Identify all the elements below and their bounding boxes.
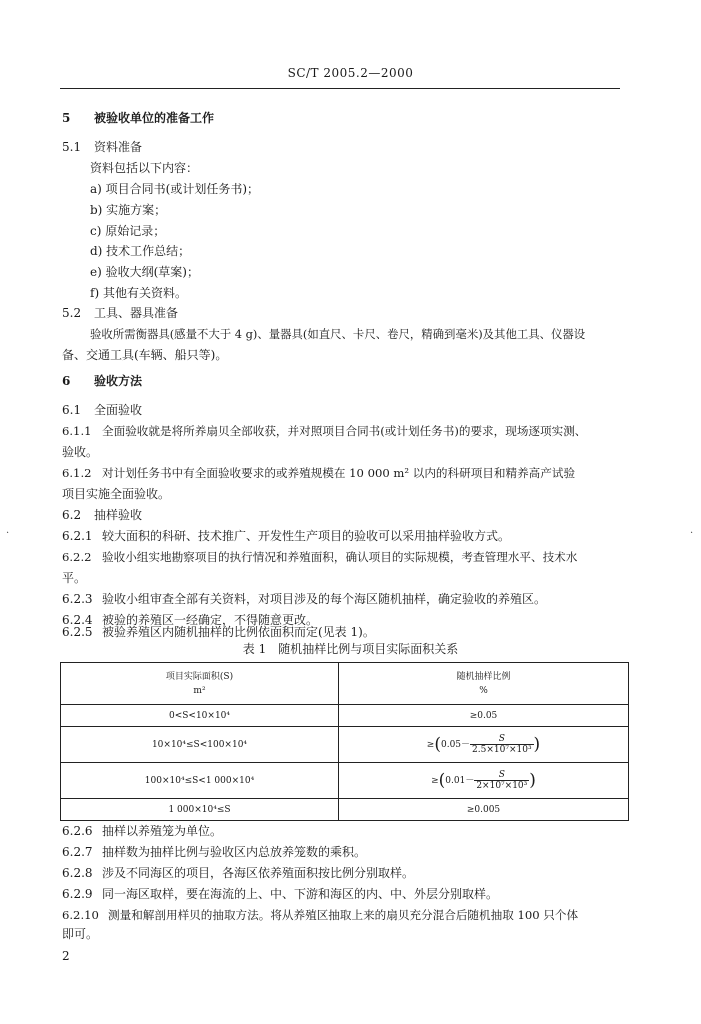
clause-text: 涉及不同海区的项目，各海区依养殖面积按比例分别取样。 [102,866,415,880]
clause-6-2-10 [62,907,578,923]
clause-text: 对计划任务书中有全面验收要求的或养殖规模在 10 000 m² 以内的科研项目和精养高产试验 [102,466,576,480]
ratio-inner: 0.01－ [445,776,475,786]
clause-text: 同一海区取样，要在海流的上、中、下游和海区的内、中、外层分别取样。 [102,887,499,901]
clause-text: 抽样数为抽样比例与验收区内总放养笼数的乘积。 [102,845,367,859]
section-5-1-heading [62,139,142,155]
area-header: 项目实际面积(S) [165,671,234,682]
section-title: 全面验收 [94,403,143,417]
open-bracket: ( [438,770,446,791]
ratio-inner: 0.05－ [440,740,471,750]
clause-number: 6.2.5 [62,625,93,639]
section-title: 资料准备 [94,140,143,154]
area-cell: 1 000×10⁴≤S [61,799,339,821]
standard-code: SC/T 2005.2—2000 [287,66,414,80]
fraction-denominator: 2×10⁷×10³ [476,781,528,791]
clause-number: 6.2.1 [62,529,93,543]
clause-text: 较大面积的科研、技术推广、开发性生产项目的验收可以采用抽样验收方式。 [102,529,511,543]
ratio-prefix: ≥ [431,776,439,786]
ratio-cell: ≥0.05 [339,705,629,727]
clause-number: 6.2.9 [62,887,93,901]
clause-text: 被验的养殖区一经确定，不得随意更改。 [102,613,319,627]
clause-number: 6.2.7 [62,845,93,859]
table-row [61,727,629,763]
area-cell: 0<S<10×10⁴ [61,705,339,727]
section-5-2-heading [62,305,178,321]
sampling-ratio-table [60,662,629,821]
clause-number: 6.2.10 [62,908,99,922]
clause-6-2-3 [62,591,546,607]
header-cell [339,663,629,705]
section-5-heading [62,110,214,126]
clause-number: 6.2.4 [62,613,93,627]
materials-intro: 资料包括以下内容： [90,161,199,175]
table-header-row [61,663,629,705]
list-item: e) 验收大纲(草案)； [90,265,199,279]
clause-text: 被验养殖区内随机抽样的比例依面积而定(见表 1)。 [102,625,375,639]
section-6-2-heading [62,507,142,523]
clause-number: 6.2.3 [62,592,93,606]
header-cell [61,663,339,705]
close-bracket: ) [533,734,541,755]
clause-number: 6.2.2 [62,550,92,564]
list-item: f) 其他有关资料。 [90,286,187,300]
section-title: 工具、器具准备 [94,306,179,320]
clause-6-2-2 [62,549,577,565]
section-number: 5.1 [62,140,82,154]
fraction-numerator: S [474,770,529,781]
clause-6-1-2 [62,465,575,481]
clause-6-2-5 [62,624,375,640]
area-cell: 100×10⁴≤S<1 000×10⁴ [61,763,339,799]
section-title: 抽样验收 [94,508,143,522]
clause-6-1-1 [62,423,586,439]
table-row [61,799,629,821]
section-6-1-heading [62,402,142,418]
page-number: 2 [62,949,70,963]
ratio-header: 随机抽样比例 [456,671,511,682]
open-bracket: ( [434,734,441,755]
ratio-cell [339,763,629,799]
clause-number: 6.2.6 [62,824,93,838]
clause-6-2-1 [62,528,510,544]
clause-6-2-9 [62,886,498,902]
fraction [470,734,534,755]
table-row [61,705,629,727]
clause-text: 抽样以养殖笼为单位。 [102,824,223,838]
list-item: a) 项目合同书(或计划任务书)； [90,182,260,196]
ratio-cell [339,727,629,763]
clause-number: 6.2.8 [62,866,93,880]
clause-number: 6.1.2 [62,466,92,480]
clause-6-2-8 [62,865,414,881]
section-6-heading [62,373,142,389]
clause-text: 全面验收就是将所养扇贝全部收获，并对照项目合同书(或计划任务书)的要求，现场逐项实测、 [102,424,587,438]
list-item: c) 原始记录； [90,224,166,238]
fraction-numerator: S [470,734,534,745]
binding-mark: · [690,528,694,539]
binding-mark: · [6,528,10,539]
section-number: 6.2 [62,508,82,522]
clause-number: 6.1.1 [62,424,92,438]
fraction [474,770,529,791]
clause-6-2-6 [62,823,222,839]
ratio-unit: % [479,685,488,696]
section-number: 6 [62,374,71,388]
paragraph-line: 项目实施全面验收。 [62,487,171,501]
clause-text: 测量和解剖用样贝的抽取方法。将从养殖区抽取上来的扇贝充分混合后随机抽取 100 只个体 [108,908,579,922]
section-number: 6.1 [62,403,82,417]
paragraph-line: 备、交通工具(车辆、船只等)。 [62,348,228,362]
section-number: 5 [62,111,71,125]
paragraph-line: 验收。 [62,445,99,459]
table-row [61,763,629,799]
section-number: 5.2 [62,306,82,320]
close-bracket: ) [529,770,536,791]
fraction-denominator: 2.5×10⁷×10³ [472,745,532,755]
area-cell: 10×10⁴≤S<100×10⁴ [61,727,339,763]
paragraph-line: 即可。 [62,927,99,941]
section-title: 验收方法 [94,374,143,388]
paragraph-line: 验收所需衡器具(感量不大于 4 g)、量器具(如直尺、卡尺、卷尺，精确到毫米)及其他工具、仪器设 [90,327,586,341]
list-item: b) 实施方案； [90,203,167,217]
ratio-cell: ≥0.005 [339,799,629,821]
ratio-prefix: ≥ [426,740,435,750]
header-rule [60,88,620,89]
area-unit: m² [193,685,206,696]
section-title: 被验收单位的准备工作 [94,111,215,125]
clause-text: 验收小组实地勘察项目的执行情况和养殖面积，确认项目的实际规模，考查管理水平、技术水 [102,550,578,564]
clause-6-2-7 [62,844,366,860]
list-item: d) 技术工作总结； [90,244,191,258]
paragraph-line: 平。 [62,571,87,585]
clause-text: 验收小组审查全部有关资料，对项目涉及的每个海区随机抽样，确定验收的养殖区。 [102,592,547,606]
table-caption: 表 1 随机抽样比例与项目实际面积关系 [242,642,459,656]
